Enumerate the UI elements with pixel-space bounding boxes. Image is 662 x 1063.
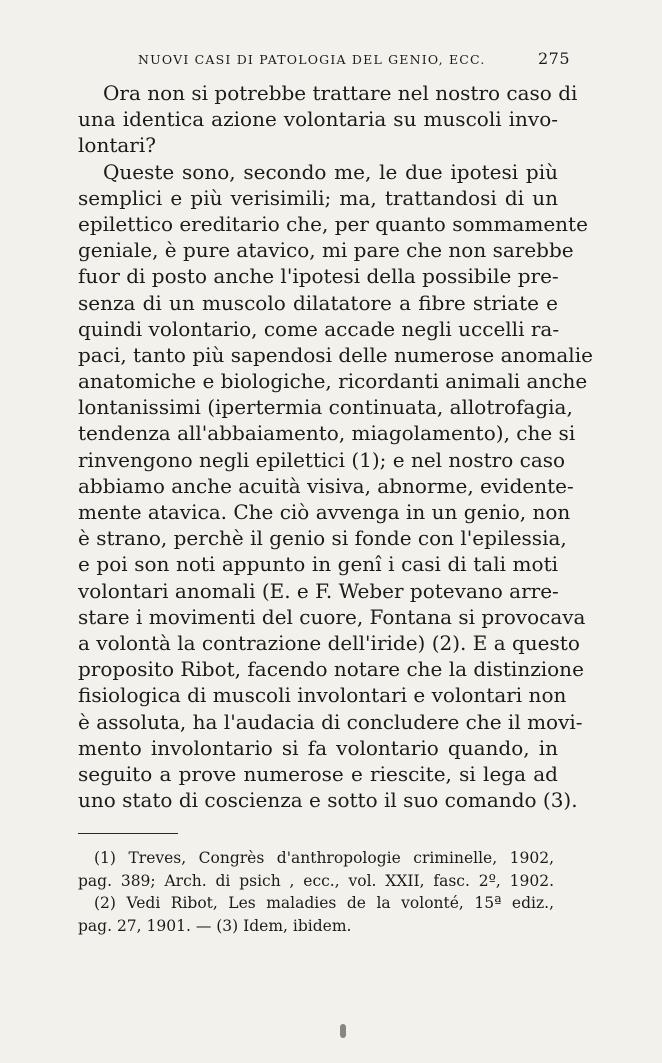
- footnotes: [78, 847, 554, 937]
- text-line: rinvengono negli epilettici (1); e nel nostro caso: [78, 447, 566, 472]
- footnote-line: (1) Treves, Congrès d'anthropologie criminelle, 1902,: [94, 849, 554, 867]
- text-line: mento involontario si fa volontario quando, in: [78, 735, 558, 760]
- footnote-divider: [78, 833, 178, 834]
- running-title: NUOVI CASI DI PATOLOGIA DEL GENIO, ECC.: [138, 52, 486, 67]
- text-line: anatomiche e biologiche, ricordanti animali anche: [78, 369, 588, 394]
- text-line: quindi volontario, come accade negli uccelli ra-: [78, 316, 560, 341]
- text-line: Queste sono, secondo me, le due ipotesi più: [103, 159, 558, 184]
- body-text: [78, 80, 593, 813]
- page-mark: [340, 1024, 346, 1038]
- text-line: lontari?: [78, 133, 156, 158]
- footnote-line: pag. 27, 1901. — (3) Idem, ibidem.: [78, 916, 352, 935]
- running-header: [112, 46, 570, 74]
- text-line: uno stato di coscienza e sotto il suo comando (3).: [78, 788, 578, 813]
- text-line: senza di un muscolo dilatatore a fibre striate e: [78, 290, 558, 315]
- text-line: semplici e più verisimili; ma, trattandosi di un: [78, 185, 558, 210]
- text-line: fuor di posto anche l'ipotesi della possibile pre-: [78, 264, 559, 289]
- footnote-line: pag. 389; Arch. di psich , ecc., vol. XXII, fasc. 2º, 1902.: [78, 871, 554, 890]
- footnote-line: (2) Vedi Ribot, Les maladies de la volonté, 15ª ediz.,: [94, 894, 554, 912]
- text-line: paci, tanto più sapendosi delle numerose anomalie: [78, 342, 593, 367]
- text-line: volontari anomali (E. e F. Weber potevano arre-: [78, 578, 559, 603]
- text-line: lontanissimi (ipertermia continuata, allotrofagia,: [78, 395, 573, 420]
- text-line: una identica azione volontaria su muscoli invo-: [78, 107, 558, 132]
- text-line: e poi son noti appunto in genî i casi di tali moti: [78, 552, 558, 577]
- text-line: stare i movimenti del cuore, Fontana si provocava: [78, 604, 586, 629]
- text-line: è strano, perchè il genio si fonde con l'epilessia,: [78, 526, 567, 551]
- text-line: geniale, è pure atavico, mi pare che non sarebbe: [78, 238, 574, 263]
- text-line: abbiamo anche acuità visiva, abnorme, evidente-: [78, 473, 574, 498]
- text-line: proposito Ribot, facendo notare che la distinzione: [78, 657, 584, 682]
- text-line: a volontà la contrazione dell'iride) (2). E a questo: [78, 630, 580, 655]
- text-line: mente atavica. Che ciò avvenga in un genio, non: [78, 500, 571, 524]
- text-line: fisiologica di muscoli involontari e volontari non: [78, 683, 567, 708]
- page-number: 275: [537, 49, 570, 68]
- text-line: epilettico ereditario che, per quanto sommamente: [78, 211, 588, 236]
- text-line: Ora non si potrebbe trattare nel nostro caso di: [103, 81, 578, 105]
- text-line: tendenza all'abbaiamento, miagolamento), che si: [78, 421, 576, 446]
- text-line: seguito a prove numerose e riescite, si lega ad: [78, 761, 558, 786]
- text-line: è assoluta, ha l'audacia di concludere che il movi-: [78, 709, 583, 734]
